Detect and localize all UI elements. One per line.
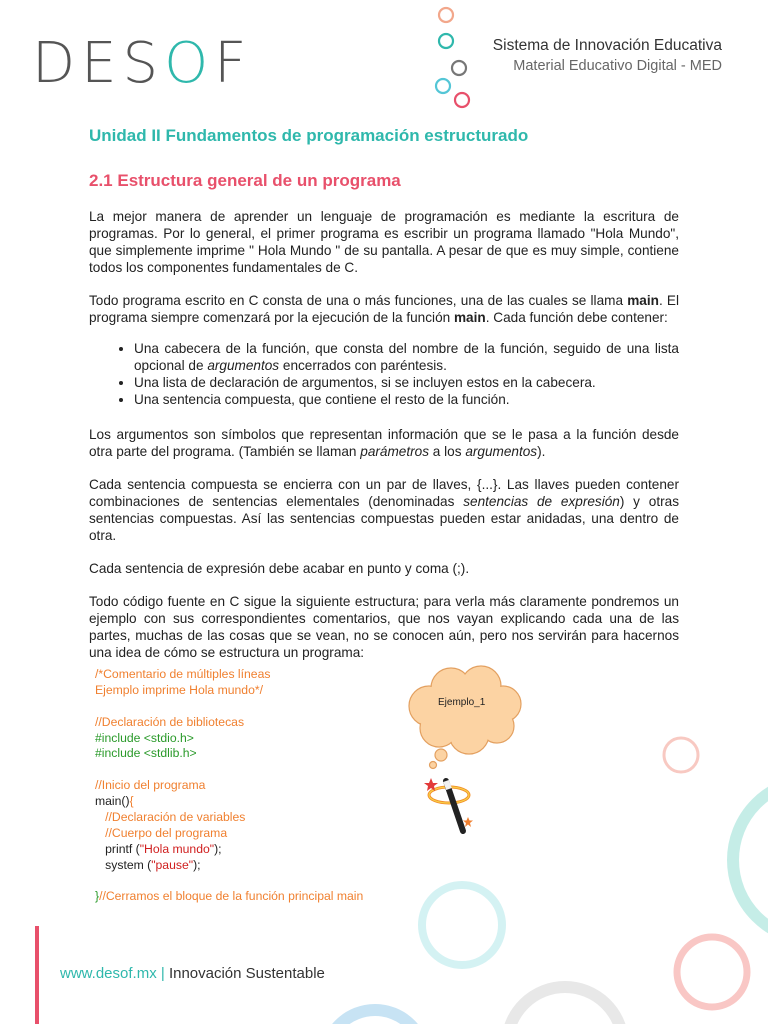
text-run: Cada sentencia compuesta se encierra con un par de llaves, {...}. Las llaves pueden contener combinaciones de sentencias elementales (denominadas (89, 477, 679, 509)
main-content (89, 126, 679, 677)
code-blank-line (95, 699, 363, 715)
code-system-line (95, 858, 363, 874)
code-token: printf ( (95, 841, 140, 856)
code-close-line (95, 889, 363, 905)
code-comment: //Inicio del programa (95, 778, 206, 793)
desof-logo (32, 31, 253, 96)
code-brace: } (95, 889, 100, 904)
keyword-main: main (627, 293, 659, 308)
code-token: main() (95, 794, 130, 809)
code-include: #include <stdlib.h> (95, 746, 197, 761)
function-parts-list (89, 340, 679, 408)
code-include: #include <stdio.h> (95, 730, 194, 745)
text-run: . Cada función debe contener: (485, 310, 668, 325)
logo-text-prefix: DES (32, 31, 165, 96)
italic-term: argumentos (207, 358, 280, 373)
list-item (134, 340, 679, 374)
code-string: "pause" (151, 857, 194, 872)
code-main-line (95, 794, 363, 810)
organization-header (493, 37, 722, 74)
code-comment: //Cerramos el bloque de la función principal main (99, 889, 364, 904)
italic-term: argumentos (465, 444, 538, 459)
keyword-main: main (453, 310, 486, 325)
code-printf-line (95, 842, 363, 858)
text-run: Una cabecera de la función, que consta del nombre de la función, seguido de una lista opcional de (134, 341, 679, 373)
list-item: • Una sentencia compuesta, que contiene el resto de la función. (134, 391, 679, 408)
paragraph-arguments (89, 426, 679, 460)
code-string: "Hola mundo" (139, 841, 215, 856)
italic-term: parámetros (360, 444, 430, 459)
thought-cloud-icon (403, 664, 527, 770)
org-title: Sistema de Innovación Educativa (492, 37, 722, 54)
logo-text-suffix: F (214, 31, 253, 96)
paragraph-semicolon: Cada sentencia de expresión debe acabar en punto y coma (;). (89, 561, 470, 576)
magic-wand-icon (422, 775, 474, 837)
paragraph-compound (89, 476, 679, 544)
text-run: encerrados con paréntesis. (279, 358, 447, 373)
footer-accent-bar (35, 926, 39, 1024)
code-blank-line (95, 874, 363, 890)
org-subtitle: Material Educativo Digital - MED (513, 58, 722, 74)
text-run: Los argumentos son símbolos que representan información que se le pasa a la función desde otra parte del programa. (También se llaman (89, 427, 679, 459)
paragraph-structure: Todo código fuente en C sigue la siguiente estructura; para verla más claramente pondremos un ejemplo con sus correspondientes comentarios, que nos vayan explicando cada una de las partes, muchas de las cosas que se vean, no se conocen aún, pero nos servirán para hacernos una idea de cómo se estructura un programa: (89, 594, 679, 660)
unit-title: Unidad II Fundamentos de programación estructurado (89, 126, 529, 145)
code-comment: //Declaración de bibliotecas (95, 714, 245, 729)
code-token: ); (214, 841, 222, 856)
footer-url-link[interactable]: www.desof.mx (60, 965, 157, 982)
cloud-label: Ejemplo_1 (438, 697, 486, 708)
footer (60, 965, 325, 982)
footer-tagline: Innovación Sustentable (168, 965, 325, 982)
footer-separator: | (156, 965, 169, 982)
code-blank-line (95, 762, 363, 778)
logo-text-o: O (164, 31, 215, 96)
text-run: ) y otras sentencias compuestas. Así las sentencias compuestas pueden estar anidadas, una dentro de otra. (89, 494, 679, 543)
text-run: ). (537, 444, 546, 459)
code-comment: Ejemplo imprime Hola mundo*/ (95, 682, 263, 697)
code-token: ); (193, 857, 201, 872)
italic-term: sentencias de expresión (463, 494, 620, 509)
code-comment: /*Comentario de múltiples líneas (95, 667, 271, 681)
text-run: Todo programa escrito en C consta de una o más funciones, una de las cuales se llama (89, 293, 628, 308)
code-example (95, 667, 363, 905)
text-run: . El programa siempre comenzará por la ejecución de la función (89, 293, 680, 325)
paragraph-main (89, 292, 679, 326)
text-run: a los (429, 444, 466, 459)
code-comment: //Cuerpo del programa (95, 825, 228, 840)
bubbles-icon (430, 4, 480, 114)
section-title: 2.1 Estructura general de un programa (89, 171, 401, 190)
list-item: • Una lista de declaración de argumentos, si se incluyen estos en la cabecera. (134, 374, 679, 391)
code-brace: { (129, 794, 134, 809)
code-token: system ( (95, 857, 152, 872)
code-comment: //Declaración de variables (95, 810, 246, 825)
paragraph-intro: La mejor manera de aprender un lenguaje de programación es mediante la escritura de programas. Por lo general, el primer programa es escribir un programa llamado "Hola Mundo", que simplemente imprime " Hola Mundo " de su pantalla. A pesar de que es muy simple, contiene todos los componentes fundamentales de C. (89, 209, 679, 275)
